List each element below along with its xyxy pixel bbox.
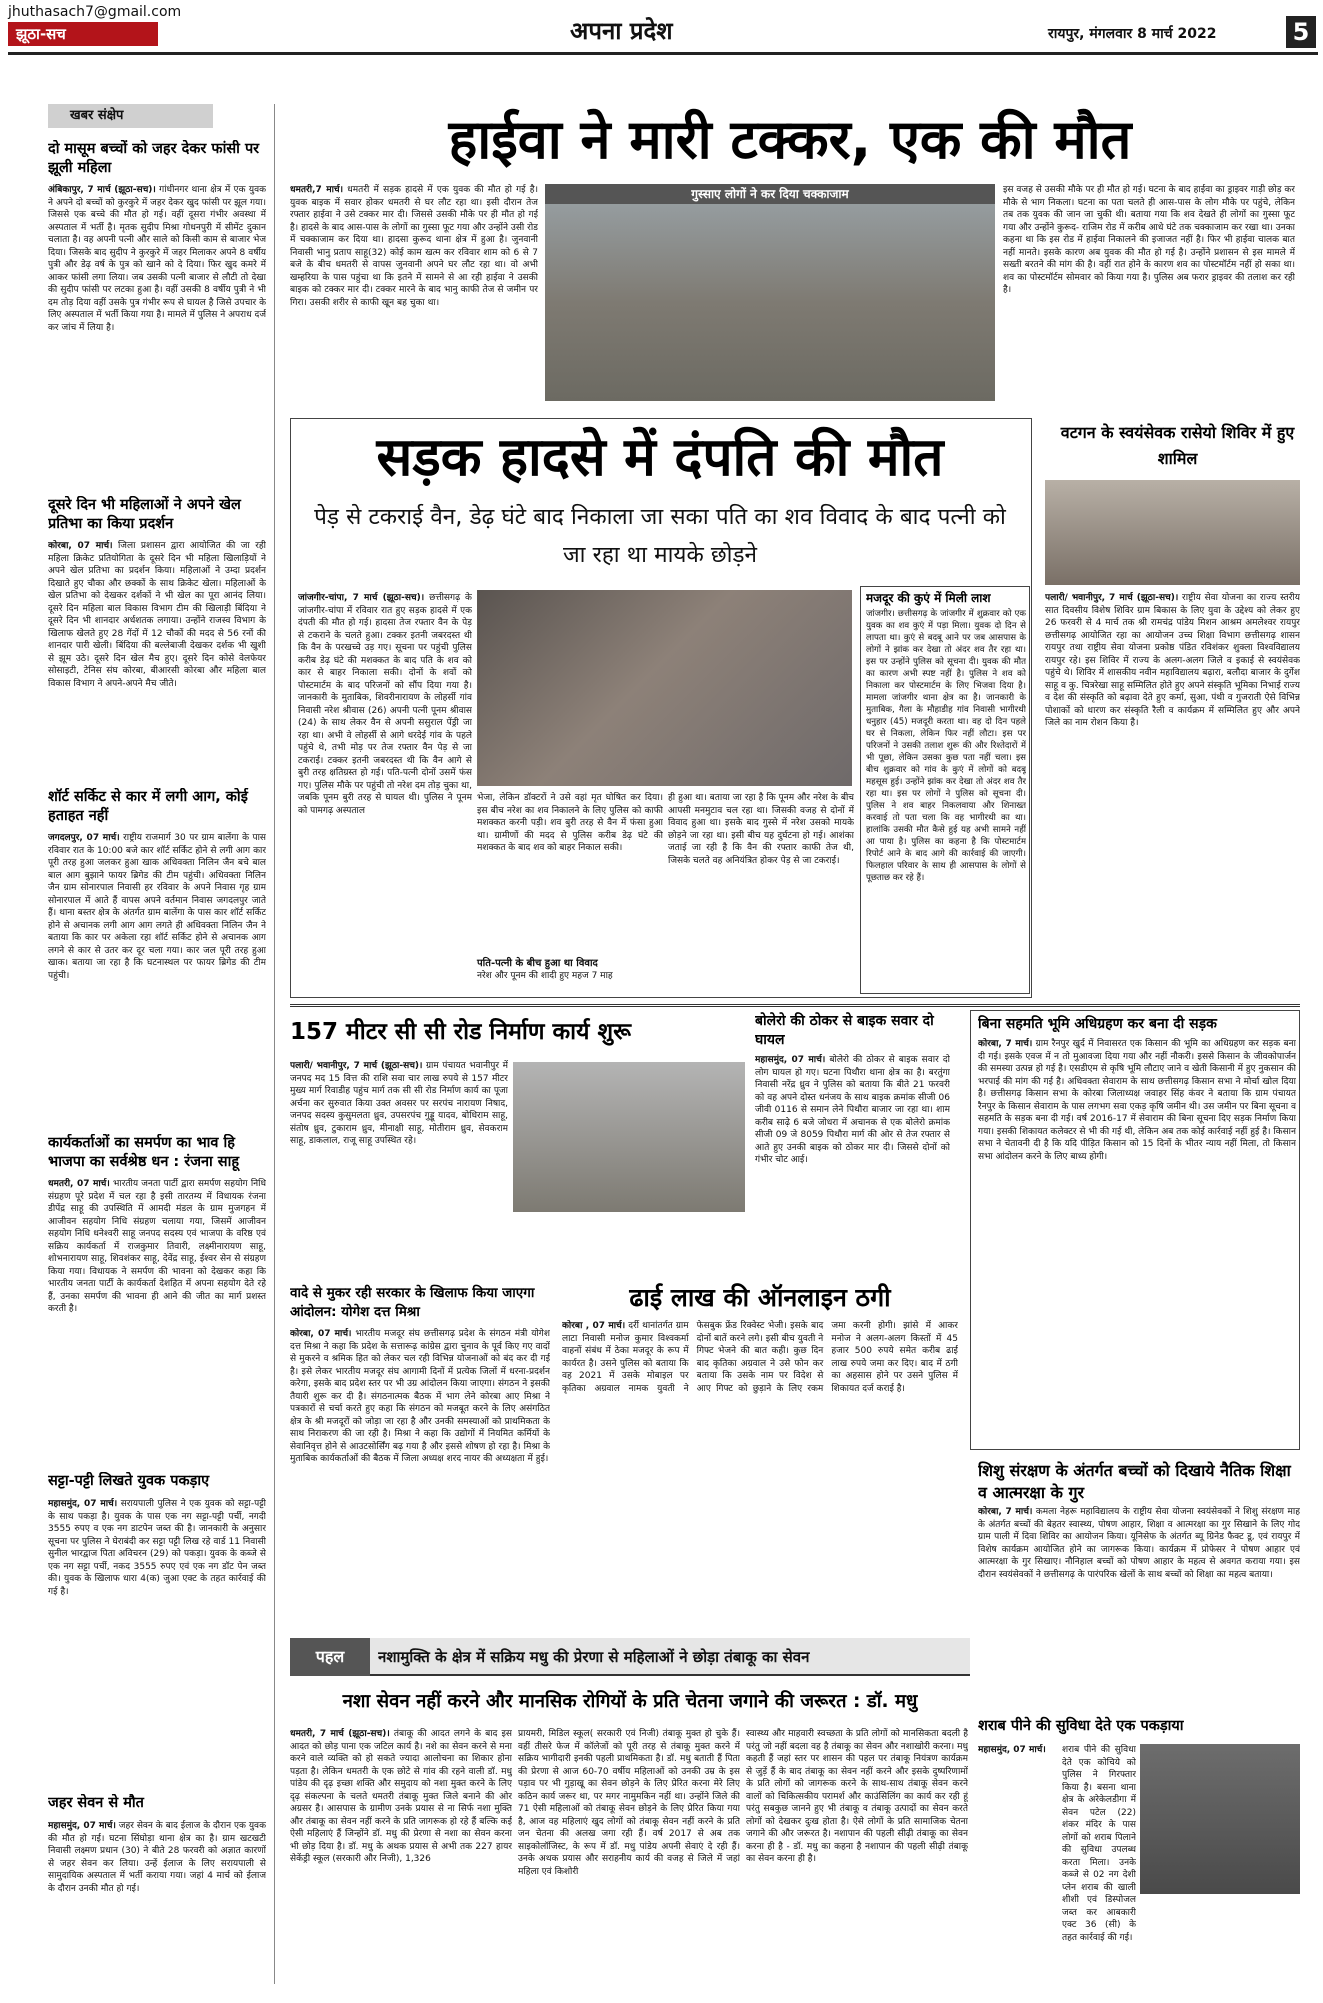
story-text: जहर सेवन के बाद ईलाज के दौरान एक युवक की मौत हो गई। घटना सिंघोड़ा थाना क्षेत्र का है। ग्राम खटखटी निवासी लक्ष्मण प्रधान (30) ने बीते 28 फरवरी को अज्ञात कारणों से जहर सेवन कर लिया। उन्हें ईलाज के लिए सरायपाली से सामुदायिक अस्पताल में भर्ती कराया गया। जहां 4 मार्च को ईलाज के दौरान उनकी मौत हो गई। xyxy=(48,1821,266,1894)
story-text: राष्ट्रीय सेवा योजना का राज्य स्तरीय सात दिवसीय विशेष शिविर ग्राम बिकास के लिए युवा के उद्देश्य को लेकर हुए 26 फरवरी से 4 मार्च तक श्री रामचंद्र पांडेय मिशन आश्रम अमलेश्वर रायपुर छत्तीसगढ़ आयोजित रहा का आयोजन उच्च शिक्षा विभाग छत्तीसगढ़ शासन रायपुर तथा राष्ट्रीय सेवा योजना प्रकोष्ठ पंडित रविशंकर शुक्ला विश्वविद्यालय रायपुर रहे। इस शिविर में राज्य के अलग-अलग जिले व इकाई से स्वयंसेवक पहुंचे थे। शिविर में शासकीय नवीन महाविद्यालय बढ़ारा, बलौदा बाजार के दुर्गेश साहू व कु. चित्ररेखा साहू सम्मिलित होते हुए अपने संस्कृति भूमिका निभाई राज्य व देश की संस्कृति को बढ़ावा देते हुए कर्मा, सुआ, पंथी व गुजराती ऐसे विभिन्न पोशाकों को धारण कर संस्कृति रैली व कार्यक्रम में सम्मिलित हुए और अपने जिले का नाम रोशन किया है। xyxy=(1045,593,1300,728)
lead-headline: हाईवा ने मारी टक्कर, एक की मौत xyxy=(448,108,1132,171)
byline: अंबिकापुर, 7 मार्च (झूठा-सच)। xyxy=(48,185,156,195)
sidebar-story-body xyxy=(48,540,266,776)
pahal-col3: स्वास्थ्य और माहवारी स्वच्छता के प्रति लोगों को मानसिकता बदली है परंतु जो नहीं बदला वह है तंबाकू का सेवन और नशाखोरी करना। मधु कहती हैं जहां स्तर पर शासन की पहल पर तंबाकू नियंत्रण कार्यक्रम से जुड़ें हैं के बाद तंबाकू का सेवन नहीं करने और इसके दुष्परिणामों के प्रति लोगों को जागरूक करने के साथ-साथ तंबाकू सेवन करने वालों को चिकित्सकीय परामर्श और काउंसिलिंग का कार्य कर रही हूं परंतु सबकुछ जानने हुए भी तंबाकू व तंबाकू उत्पादों का सेवन करते लोगों को देखकर दुःख होता है। ऐसे लोगों के प्रति सामाजिक चेतना जगाने की और जरूरत है। नशापान की पहली सीढ़ी तंबाकू का सेवन करना ही है - डॉ. मधु का कहना है नशापान की पहली सीढ़ी तंबाकू का सेवन करना ही है। xyxy=(746,1729,968,1864)
couple-col3: ही हुआ था। बताया जा रहा है कि पूनम और नरेश के बीच आपसी मनमुटाव चल रहा था। जिसकी वजह से दोनों में विवाद हुआ था। इसके बाद गुस्से में नरेश उसको मायके छोड़ने जा रहा था। इसी बीच यह दुर्घटना हो गई। आशंका जताई जा रही है कि वैन की रफ्तार काफी तेज थी, जिसके चलते वह अनियंत्रित होकर पेड़ से जा टकराई। xyxy=(668,793,854,866)
laborer-title: मजदूर की कुएं में मिली लाश xyxy=(866,591,991,605)
liquor-photo xyxy=(1140,1744,1300,1894)
story-text: दर्री थानांतर्गत ग्राम लाटा निवासी मनोज कुमार विश्वकर्मा वाहनों संबंध में ठेका मजदूर के रूप में कार्यरत है। उसने पुलिस को बताया कि वह 2021 में उसके मोबाइल पर कृतिका अग्रवाल नामक युवती ने फेसबुक फ्रेंड रिक्वेस्ट भेजी। इसके बाद दोनों बातें करने लगे। इसी बीच युवती ने गिफ्ट भेजने की बात कही। कुछ दिन बाद कृतिका अग्रवाल ने उसे फोन कर बताया कि उसके नाम पर विदेश से आए गिफ्ट को छुड़ाने के लिए रकम जमा करनी होगी। झांसे में आकर मनोज ने अलग-अलग किस्तों में 45 हजार 500 रुपये समेत करीब ढाई लाख रुपये जमा कर दिए। बाद में ठगी का अहसास होने पर उसने पुलिस में शिकायत दर्ज कराई है। xyxy=(562,1321,958,1394)
pahal-label: पहल xyxy=(290,1638,370,1676)
byline: पलारी/ भवानीपुर, 7 मार्च (झूठा-सच)। xyxy=(1045,593,1179,603)
byline: धमतरी,7 मार्च। xyxy=(290,185,344,195)
story-text: गांधीनगर थाना क्षेत्र में एक युवक ने अपने दो बच्चों को कुरकुरे में जहर देकर खुद फांसी पर झूल गया। जिससे एक बच्चे की मौत हो गई। वहीं दूसरा गंभीर अवस्था में अस्पताल में भर्ती है। मृतक सुदीप मिश्रा गोधनपुरी में सीमेंट दुकान चलाता है। वह अपनी पत्नी और साले को किसी काम से बाजार भेज दिया। जिसके बाद सुदीप ने कुरकुरे में जहर मिलाकर अपने 8 वर्षीय पुत्री और डेढ़ वर्ष के पुत्र को खाने को दे दिया। फिर खुद कमरे में आकर फांसी लगा लिया। जब उसकी पत्नी बाजार से लौटी तो देखा की सुदीप फांसी पर लटका हुआ है। वहीं उसकी 8 वर्षीय पुत्री ने भी दम तोड़ दिया वहीं उसके पुत्र गंभीर रूप से घायल है जिसे उपचार के लिए अस्पताल में भर्ती किया गया है। मामले में पुलिस ने अपराध दर्ज कर जांच में लिया है। xyxy=(48,185,266,333)
masthead-email: jhuthasach7@gmail.com xyxy=(8,4,182,20)
couple-headline: सड़क हादसे में दंपति की मौत xyxy=(376,427,944,488)
volunteer-body xyxy=(1045,592,1300,992)
sidebar-divider xyxy=(274,104,275,1984)
road-body xyxy=(290,1060,508,1270)
liquor-body-top xyxy=(978,1744,1058,1894)
sidebar-story-body xyxy=(48,1498,266,1778)
couple-subhead: पति-पत्नी के बीच हुआ था विवाद xyxy=(477,958,598,969)
page-number: 5 xyxy=(1286,16,1316,48)
sidebar-story-body xyxy=(48,184,266,482)
sidebar xyxy=(48,104,268,1989)
online-body xyxy=(562,1320,958,1630)
liquor-title: शराब पीने की सुविधा देते एक पकड़ाया xyxy=(978,1718,1184,1734)
sidebar-story-body xyxy=(48,832,266,1122)
story-text: ग्राम पंचायत भवानीपुर में जनपद मद 15 वित्त की राशि सवा चार लाख रुपये से 157 मीटर मुख्य मार्ग रिवाडीह पहुंच मार्ग तक सी सी रोड निर्माण कार्य का पूजा अर्चना कर सुरुवात किया उक्त अवसर पर सरपंच नारायण निषाद, जनपद सदस्य कुसुमलता ध्रुव, उपसरपंच गुड्डू यादव, बोधिराम साहू, संतोष ध्रुव, टुकाराम ध्रुव, मीनाक्षी साहू, मोतीराम ध्रुव, सेवकराम साहू, डाकलाल, राजू साहू उपस्थित रहे। xyxy=(290,1061,508,1146)
story-text: सरायपाली पुलिस ने एक युवक को सट्टा-पट्टी के साथ पकड़ा है। युवक के पास एक नग सट्टा-पट्टी पर्ची, नगदी 3555 रुपए व एक नग डाटपेन जब्त की है। जानकारी के अनुसार सूचना पर पुलिस ने घेराबंदी कर सट्टा पट्टी लिख रहे वार्ड 11 निवासी सुनील भारद्वाज पिता अविचरन (29) को पकड़ा। युवक के कब्जे से एक नग सट्टा पर्ची, नकद 3555 रुपए एवं एक नग डॉट पेन जब्त की। युवक के खिलाफ धारा 4(क) जुआ एक्ट के तहत कार्रवाई की गई है। xyxy=(48,1499,266,1597)
byline: कोरबा, 7 मार्च। xyxy=(978,1039,1033,1049)
sidebar-story-title: जहर सेवन से मौत xyxy=(48,1795,144,1811)
lead-col1 xyxy=(290,184,538,404)
story-text: भारतीय जनता पार्टी द्वारा समर्पण सहयोग निधि संग्रहण पूरे प्रदेश में चल रहा है इसी तारतम्य में विधायक रंजना डीपेंद्र साहू की उपस्थिति में आमदी मंडल के ग्राम मुजगहन में आजीवन सहयोग निधि संग्रहण चलाया गया, जिसमें आजीवन सहयोग निधि धनेश्वरी साहू जनपद सदस्य एवं भाजपा के वरिष्ठ एवं सक्रिय कार्यकर्ता में राजकुमार तिवारी, लक्ष्मीनारायण साहू, शोभनारायण साहू, शिवशंकर साहू, देवेंद्र साहू, ईश्वर सेन से संग्रहण किया गया। विधायक ने समर्पण की भावना को देखकर कहा कि भारतीय जनता पार्टी के कार्यकर्ता देशहित में अपना सहयोग देते रहे हैं, उनका समर्पण की भावना ही आने की जीत का मार्ग प्रशस्त करती है। xyxy=(48,1179,266,1314)
masthead-rule xyxy=(8,52,1318,55)
story-text: राष्ट्रीय राजमार्ग 30 पर ग्राम बालेंगा के पास रविवार रात के 10:00 बजे कार शॉर्ट सर्किट होने से लगी आग कार पूरी तरह हुआ जलकर हुआ खाक अधिवक्ता निलिन जैन बचे बाल बाल आग बुझाने फायर ब्रिगेड की टीम पहुंची। अधिवक्ता निलिन जैन ग्राम सोनारपाल निवासी हर रविवार के अपने निवास गृह ग्राम सोनारपाल में आते हैं वापस अपने वर्तमान निवास जगदलपुर जाते हैं। थाना बस्तर क्षेत्र के अंतर्गत ग्राम बालेंगा के पास कार शॉर्ट सर्किट होने से अचानक लगी आग आग लगते ही अधिवक्ता निलिन जैन ने बताया कि कार पर अकेला रहा शॉर्ट सर्किट होने से अचानक आग लगने से कार से उतर कर दूर चला गया। कार जल पूरी तरह हुआ खाक। बताया जा रहा है कि घटनास्थल पर फायर ब्रिगेड की टीम पहुंची। xyxy=(48,833,266,981)
byline: महासमुंद, 07 मार्च। xyxy=(978,1745,1046,1755)
sidebar-story-title: शॉर्ट सर्किट से कार में लगी आग, कोई हताहत नहीं xyxy=(48,789,248,824)
pahal-headline: नशा सेवन नहीं करने और मानसिक रोगियों के प्रति चेतना जगाने की जरूरत : डॉ. मधु xyxy=(342,1691,918,1712)
lead-col2: इस वजह से उसकी मौके पर ही मौत हो गई। घटना के बाद हाईवा का ड्राइवर गाड़ी छोड़ कर मौके से भाग निकला। घटना का पता चलते ही आस-पास के लोग मौके पर पहुंचे, लेकिन तब तक युवक की जान जा चुकी थी। बताया गया कि शव देखते ही लोगों का गुस्सा फूट गया और उन्होंने कुरूद- राजिम रोड में करीब आधे घंटे तक चक्काजाम कर रखा था। उनका कहना था कि इस रोड में हाईवा निकालने की इजाजत नहीं है। फिर भी हाईवा चालक बात नहीं मानते। इसके कारण अब युवक की मौत हो गई है। उन्होंने प्रशासन से इस मामले में सख्ती बरतने की मांग की है। वहीं रात होने के कारण शव का पोस्टमॉर्टम नहीं हो सका था। शव का पोस्टमॉर्टम सोमवार को किया गया है। पुलिस अब फरार ड्राइवर की तलाश कर रही है। xyxy=(1003,185,1295,295)
byline: जगदलपुर, 07 मार्च। xyxy=(48,833,120,843)
byline: धमतरी, 07 मार्च। xyxy=(48,1179,110,1189)
byline: महासमुंद, 07 मार्च। xyxy=(755,1055,826,1065)
byline: महासमुंद, 07 मार्च। xyxy=(48,1821,116,1831)
byline: कोरबा, 7 मार्च। xyxy=(978,1507,1033,1517)
land-title: बिना सहमति भूमि अधिग्रहण कर बना दी सड़क xyxy=(978,1016,1217,1032)
laborer-body: जांजगीर। छत्तीसगढ़ के जांजगीर में शुक्रवार को एक युवक का शव कुएं में पड़ा मिला। युवक दो दिन से लापता था। कुएं से बदबू आने पर जब आसपास के लोगों ने झांक कर देखा तो अंदर शव तैर रहा था। इस पर उन्होंने पुलिस को सूचना दी। युवक की मौत का कारण अभी स्पष्ट नहीं है। पुलिस ने शव को निकाला कर पोस्टमार्टम के लिए भिजवा दिया है। मामला जांजगीर थाना क्षेत्र का है। जानकारी के मुताबिक, गैला के मौहाडीह गांव निवासी भागीरथी धनुहार (45) मजदूरी करता था। वह दो दिन पहले घर से निकला, लेकिन फिर नहीं लौटा। इस पर परिजनों ने उसकी तलाश शुरू की और रिश्तेदारों में भी पूछा, लेकिन उसका कुछ पता नहीं चला। इस बीच शुक्रवार को गांव के कुएं में लोगों को बदबू महसूस हुई। उन्होंने झांक कर देखा तो अंदर शव तैर रहा था। इस पर लोगों ने पुलिस को सूचना दी। पुलिस ने शव बाहर निकलवाया और शिनाख्त करवाई तो पता चला कि वह भागीरथी का था। हालांकि उसकी मौत कैसे हुई यह अभी सामने नहीं आ पाया है। पुलिस का कहना है कि पोस्टमार्टम रिपोर्ट आने के बाद आगे की कार्रवाई की जाएगी। फिलहाल परिवार के साथ ही आसपास के लोगों से पूछताछ कर रहे हैं। xyxy=(866,609,1026,883)
pahal-col2: प्रायमरी, मिडिल स्कूल( सरकारी एवं निजी) तंबाकू मुक्त हो चुके हैं। वहीं तीसरे फेज में कॉलेजों को पूरी तरह से तंबाकू मुक्त करने में सक्रिय भागीदारी इनकी पहली प्राथमिकता है। डॉ. मधु बताती हैं पिता की प्रेरणा से आज 60-70 वर्षीय महिलाओं को उनकी उम्र के इस पड़ाव पर भी गुड़ाखू का सेवन छोड़ने के लिए प्रेरित करना मेरे लिए कठिन कार्य जरूर था, पर मगर नामुमकिन नहीं था। उन्होंने जिले की 71 ऐसी महिलाओं को तंबाकू सेवन छोड़ने के लिए प्रेरित किया गया है, आज वह महिलाएं खुद लोगों को तंबाकू सेवन नहीं करने के प्रति जन चेतना की अलख जगा रही हैं। वर्ष 2017 से अब तक साइकोलॉजिस्ट, के रूप में डॉ. मधु पांडेय अपनी सेवाएं दे रही हैं। उनके अथक प्रयास और सराहनीय कार्य की वजह से जिले में जहां महिला एवं किशोरी xyxy=(518,1729,740,1877)
pahal-col1 xyxy=(290,1728,512,1986)
road-photo xyxy=(513,1062,745,1212)
byline: कोरबा , 07 मार्च। xyxy=(562,1321,626,1331)
byline: महासमुंद, 07 मार्च। xyxy=(48,1499,118,1509)
lead-photo-caption: गुस्साए लोगों ने कर दिया चक्काजाम xyxy=(545,184,995,204)
child-title: शिशु संरक्षण के अंतर्गत बच्चों को दिखाये नैतिक शिक्षा व आत्मरक्षा के गुर xyxy=(978,1461,1291,1502)
bolero-body xyxy=(755,1054,950,1268)
byline: धमतरी, 7 मार्च (झूठा-सच)। xyxy=(290,1729,390,1739)
story-text: बोलेरो की ठोकर से बाइक सवार दो लोग घायल हो गए। घटना पिथौरा थाना क्षेत्र का है। बरतुंगा निवासी नरेंद्र ध्रुव ने पुलिस को बताया कि बीते 21 फरवरी को वह अपने दोस्त धनंजय के साथ बाइक क्रमांक सीजी 06 जीवी 0116 से समान लेने पिथौरा बाजार जा रहा था। शाम करीब साढ़े 6 बजे जोधरा में अचानक से एक बोलेरो क्रमांक सीजी 09 जे 8059 पिथौरा मार्ग की ओर से तेज रफ्तार से आते हुए उनकी बाइक को ठोकर मार दी। जिससे दोनों को गंभीर चोट आई। xyxy=(755,1055,950,1165)
masthead-section: अपना प्रदेश xyxy=(570,17,673,45)
volunteer-photo xyxy=(1045,480,1300,585)
land-body xyxy=(978,1038,1296,1446)
sidebar-tag: खबर संक्षेप xyxy=(48,104,213,128)
sidebar-story-body xyxy=(48,1820,266,1984)
story-text: ग्राम रैनपुर खुर्द में निवासरत एक किसान की भूमि का अधिग्रहण कर सड़क बना दी गई। इसके एवज में न तो मुआवजा दिया गया और नहीं नौकरी। इससे किसान के जीवकोपार्जन की समस्या उत्पन्न हो गई है। एसडीएम से कृषि भूमि लौटाए जाने व खेती किसानी में हुए नुकसान की भरपाई की मांग की गई है। अधिवक्ता सेवाराम के साथ छत्तीसगढ़ किसान सभा ने मोर्चा खोल दिया है। छत्तीसगढ़ किसान सभा के कोरबा जिलाध्यक्ष जवाहर सिंह कंवर ने बताया कि ग्राम पंचायत रैनपुर के किसान सेवाराम के पास लगभग सवा एकड़ कृषि जमीन थी। उस जमीन पर बिना सूचना व सहमति के सड़क बना दी गई। वर्ष 2016-17 में सेवाराम की बिना सूचना दिए सड़क निर्माण किया गया। इसकी शिकायत कलेक्टर से भी की गई थी, लेकिन अब तक कोई कार्रवाई नहीं हुई है। किसान सभा ने चेतावनी दी है कि यदि पीड़ित किसान को 15 दिनों के भीतर न्याय नहीं मिला, तो किसान सभा आंदोलन करने के लिए बाध्य होगी। xyxy=(978,1039,1296,1162)
sidebar-story-title: दो मासूम बच्चों को जहर देकर फांसी पर झूली महिला xyxy=(48,141,260,176)
volunteer-title: वटगन के स्वयंसेवक रासेयो शिविर में हुए शामिल xyxy=(1060,423,1295,468)
masthead-dateline: रायपुर, मंगलवार 8 मार्च 2022 xyxy=(1048,26,1217,42)
section-rule xyxy=(290,1004,1300,1007)
agitation-body xyxy=(290,1328,550,1628)
byline: कोरबा, 07 मार्च। xyxy=(48,541,113,551)
masthead-brand: झूठा-सच xyxy=(8,22,158,46)
lead-photo xyxy=(545,184,995,401)
story-text: छत्तीसगढ़ के जांजगीर-चांपा में रविवार रात हुए सड़क हादसे में एक दंपती की मौत हो गई। हादसा तेज रफ्तार वैन के पेड़ से टकराने के चलते हुआ। टक्कर इतनी जबरदस्त थी कि वैन के परखच्चे उड़ गए। सूचना पर पहुंची पुलिस करीब डेढ़ घंटे की मशक्कत के बाद पति के शव को कार से बाहर निकाला सकी। दोनों के शवों को पोस्टमार्टम के बाद परिजनों को सौंप दिया गया है। जानकारी के मुताबिक, शिवरीनारायण के लोहर्सी गांव निवासी नरेश श्रीवास (26) अपनी पत्नी पूनम श्रीवास (24) के साथ लेकर वैन से अपनी ससुराल पेंड्री जा रहा था। अभी वे लोहर्सी से आगे धरदेई गांव के पहले पहुंचे थे, तभी मोड़ पर तेज रफ्तार वैन पेड़ से जा टकराई। टक्कर इतनी जबरदस्त थी कि वैन आगे से बुरी तरह क्षतिग्रस्त हो गई। पति-पत्नी दोनों उसमें फंस गए। पुलिस मौके पर पहुंची तो नरेश दम तोड़ चुका था, जबकि पूनम बुरी तरह से घायल थी। पुलिस ने पूनम को पामगढ़ अस्पताल xyxy=(298,593,472,816)
pahal-strap: नशामुक्ति के क्षेत्र में सक्रिय मधु की प्रेरणा से महिलाओं ने छोड़ा तंबाकू का सेवन xyxy=(378,1648,810,1666)
couple-deck: पेड़ से टकराई वैन, डेढ़ घंटे बाद निकाला जा सका पति का शव विवाद के बाद पत्नी को जा रहा था मायके छोड़ने xyxy=(314,504,1006,568)
story-text: भारतीय मजदूर संघ छत्तीसगढ़ प्रदेश के संगठन मंत्री योगेश दत्त मिश्रा ने कहा कि प्रदेश के सत्तारूढ़ कांग्रेस द्वारा चुनाव के पूर्व किए गए वादों से मुकरने व श्रमिक हित को लेकर चल रही विभिन्न योजनाओं को बंद कर दी गई है। इसे लेकर भारतीय मजदूर संघ आगामी दिनों में प्रत्येक जिलों में धरना-प्रदर्शन करेगा, इसके बाद प्रदेश स्तर पर भी उग्र आंदोलन किया जाएगा। संगठन ने इसकी तैयारी शुरू कर दी है। संगठनात्मक बैठक में भाग लेने कोरबा आए मिश्रा ने पत्रकारों से चर्चा करते हुए कहा कि संगठन को मजबूत करने के लिए असंगठित क्षेत्र के श्री मजदूरों को जोड़ा जा रहा है और उनकी समस्याओं को प्राथमिकता के साथ निराकरण की जा रही है। मिश्रा ने कहा कि उद्योगों में नियमित कर्मियों के सेवानिवृत्त होने से आउटसोर्सिंग बढ़ गया है और इससे शोषण हो रहा है। मिश्रा के मुताबिक कार्यकर्ताओं की बैठक में जिला अध्यक्ष शरद नायर की अध्यक्षता में हुई। xyxy=(290,1329,550,1464)
masthead xyxy=(0,0,1323,78)
sidebar-story-title: दूसरे दिन भी महिलाओं ने अपने खेल प्रतिभा का किया प्रदर्शन xyxy=(48,497,241,532)
story-text: जिला प्रशासन द्वारा आयोजित की जा रही महिला क्रिकेट प्रतियोगिता के दूसरे दिन भी महिला खिलाड़ियों ने अपने खेल प्रतिभा का प्रदर्शन किया। महिलाओं ने उम्दा प्रदर्शन दिखाते हुए चौका और छक्कों के साथ क्रिकेट खेला। महिलाओं के खेल प्रतिभा को देखकर दर्शकों ने भी खेल का पूरा आनंद लिया। दूसरे दिन महिला बाल विकास विभाग टीम की खिलाड़ी बिंदिया ने दूसरे दिन भी शानदार अर्धशतक लगाया। उन्होंने राजस्व विभाग के खिलाफ खेलते हुए 28 गेंदों में 12 चौकों की मदद से 56 रनों की शानदार पारी खेली। बिंदिया की बल्लेबाजी देखकर दर्शक भी खुशी से झूम उठे। दूसरे दिन खेल मैच हुए। दूसरे दिन कोसे वेलफेयर सोसाइटी, टेनिस संघ कोरबा, बीआरसी कोरबा और महिला बाल विकास विभाग ने अपने-अपने मैच जीते। xyxy=(48,541,266,689)
sidebar-story-title: कार्यकर्ताओं का समर्पण का भाव हि भाजपा का सर्वश्रेष्ठ धन : रंजना साहू xyxy=(48,1135,240,1170)
couple-col1 xyxy=(298,592,472,994)
byline: कोरबा, 07 मार्च। xyxy=(290,1329,352,1339)
liquor-body: शराब पीने की सुविधा देते एक कोचिये को पुलिस ने गिरफ्तार किया है। बसना थाना क्षेत्र के अरेकेलडीगा में सेवन पटेल (22) शंकर मंदिर के पास लोगों को शराब पिलाने की सुविधा उपलब्ध करता मिला। उनके कब्जे से 02 नग देशी प्लेन शराब की खाली शीशी एवं डिस्पोजल जब्त कर आबकारी एक्ट 36 (सी) के तहत कार्रवाई की गई। xyxy=(1062,1745,1136,1943)
story-text: धमतरी में सड़क हादसे में एक युवक की मौत हो गई है। युवक बाइक में सवार होकर धमतरी से घर लौट रहा था। इसी दौरान तेज रफ्तार हाईवा ने उसे टक्कर मार दी। जिससे उसकी मौके पर ही मौत हो गई है। हादसे के बाद आस-पास के लोगों का गुस्सा फूट गया और उन्होंने उसी रोड में चक्काजाम कर दिया था। हादसा कुरूद थाना क्षेत्र में हुआ है। जुनवानी निवासी भानु प्रताप साहू(32) कोई काम खत्म कर रविवार शाम को 6 से 7 बजे के बीच धमतरी से वापस जुनवानी अपने घर लौट रहा था। वो अभी खम्हरिया के पास पहुंचा था कि इतने में सामने से आ रही हाईवा ने उसकी बाइक को टक्कर मार दी। टक्कर मारने के बाद भानु काफी तेज से जमीन पर गिरा। उसकी शरीर से काफी खून बह चुका था। xyxy=(290,185,538,308)
story-text: कमला नेहरू महाविद्यालय के राष्ट्रीय सेवा योजना स्वयंसेवकों ने शिशु संरक्षण माह के अंतर्गत बच्चों की बेहतर स्वास्थ्य, पोषण आहार, शिक्षा व आत्मरक्षा का गुर सिखाने के लिए गोद ग्राम पाली में दिवा शिविर का आयोजन किया। यूनिसेफ के अंतर्गत ब्यू ग्रिनेड फैक्ट डू, एवं रायपुर में विशेष कार्यक्रम आयोजित होने का जागरूक किया। कार्यक्रम में प्रोफेसर ने पोषण आहार एवं आत्मरक्षा के गुर सिखाए। नौनिहाल बच्चों को पोषण आहार के महत्व से अवगत कराया गया। इस दौरान स्वयंसेवकों ने छत्तीसगढ़ के पारंपरिक खेलों के साथ बच्चों को शिक्षा का महत्व बताया। xyxy=(978,1507,1300,1580)
online-title: ढाई लाख की ऑनलाइन ठगी xyxy=(629,1283,891,1312)
bolero-title: बोलेरो की ठोकर से बाइक सवार दो घायल xyxy=(755,1013,934,1048)
couple-photo xyxy=(477,590,852,786)
byline: पलारी/ भवानीपुर, 7 मार्च (झूठा-सच)। xyxy=(290,1061,423,1071)
sidebar-story-body xyxy=(48,1178,266,1460)
couple-col2: भेजा, लेकिन डॉक्टरों ने उसे वहां मृत घोषित कर दिया। इस बीच नरेश का शव निकालने के लिए पुलिस को काफी मशक्कत करनी पड़ी। शव बुरी तरह से वैन में फंसा हुआ था। ग्रामीणों की मदद से पुलिस करीब डेढ़ घंटे की मशक्कत के बाद शव को बाहर निकाल सकी। xyxy=(477,793,663,853)
sidebar-story-title: सट्टा-पट्टी लिखते युवक पकड़ाए xyxy=(48,1473,210,1489)
road-title: 157 मीटर सी सी रोड निर्माण कार्य शुरू xyxy=(290,1019,631,1045)
couple-col2b: नरेश और पूनम की शादी हुए महज 7 माह xyxy=(477,971,613,981)
agitation-title: वादे से मुकर रही सरकार के खिलाफ किया जाएगा आंदोलन: योगेश दत्त मिश्रा xyxy=(290,1285,535,1320)
byline: जांजगीर-चांपा, 7 मार्च (झूठा-सच)। xyxy=(298,593,425,603)
child-body xyxy=(978,1506,1300,1706)
story-text: तंबाकू की आदत लगने के बाद इस आदत को छोड़ पाना एक जटिल कार्य है। नशे का सेवन करने से मना करने वाले व्यक्ति को हो सकते ज्यादा आलोचना का शिकार होना पड़ता है। लेकिन धमतरी के एक छोटे से गांव की रहने वाली डॉ. मधु पांडेय की दृढ़ इच्छा शक्ति और समुदाय को नशा मुक्त करने के लिए दृढ़ संकल्पना के चलते धमतरी तंबाकू मुक्त जिले बनाने की ओर अग्रसर है। आसपास के ग्रामीण उनके प्रयास से ना सिर्फ नशा मुक्ति और तंबाकू का सेवन नहीं करने के प्रति जागरूक हो रहे हैं बल्कि कई ऐसी महिलाएं हैं जिन्होंने डॉ. मधु की प्रेरणा से नशा का सेवन करना भी छोड़ दिया है। डॉ. मधु के अथक प्रयास से अभी तक 227 हायर सेकेंड्री स्कूल (सरकारी और निजी), 1,326 xyxy=(290,1729,512,1864)
